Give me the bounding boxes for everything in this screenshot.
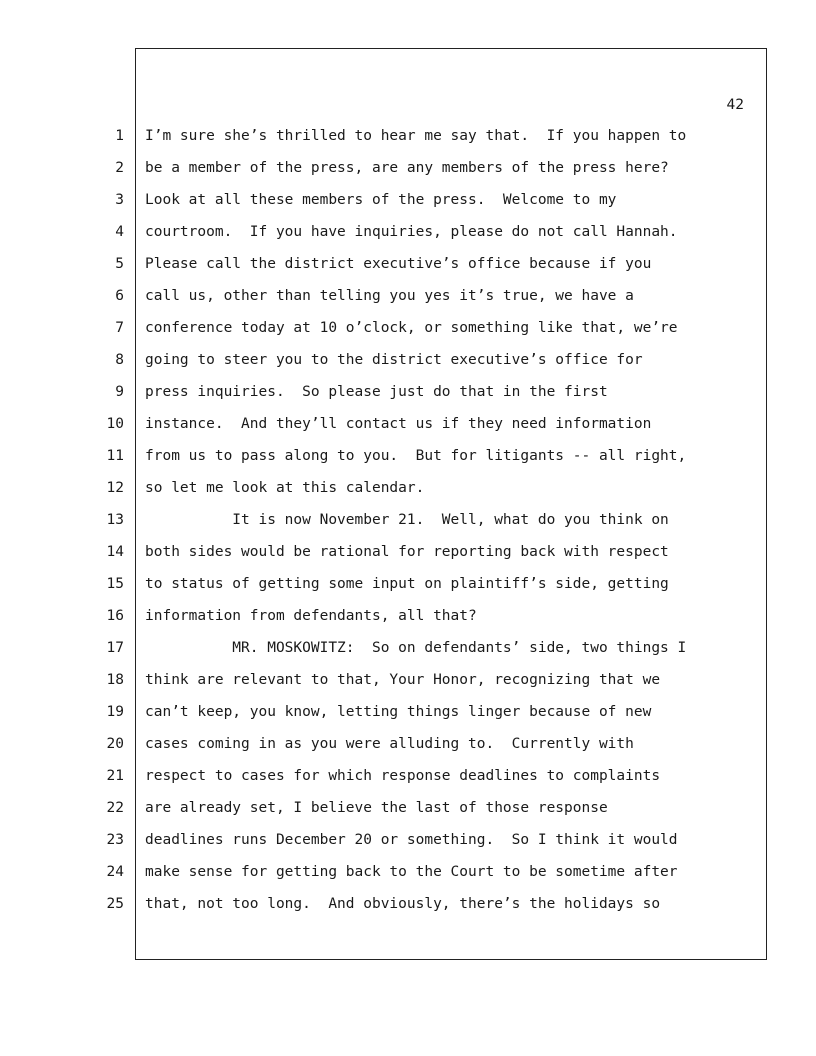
line-text: I’m sure she’s thrilled to hear me say that. If you happen to xyxy=(145,128,687,144)
line-number: 14 xyxy=(106,544,124,560)
line-number: 13 xyxy=(106,512,124,528)
transcript-line xyxy=(0,734,816,766)
line-text: that, not too long. And obviously, there’s the holidays so xyxy=(145,896,661,912)
line-text: respect to cases for which response deadlines to complaints xyxy=(145,768,661,784)
line-text: MR. MOSKOWITZ: So on defendants’ side, two things I xyxy=(145,640,687,656)
line-number: 16 xyxy=(106,608,124,624)
line-number: 21 xyxy=(106,768,124,784)
transcript-line xyxy=(0,798,816,830)
line-number: 17 xyxy=(106,640,124,656)
transcript-line xyxy=(0,350,816,382)
line-text: think are relevant to that, Your Honor, recognizing that we xyxy=(145,672,661,688)
transcript-line xyxy=(0,638,816,670)
transcript-line xyxy=(0,830,816,862)
transcript-line xyxy=(0,222,816,254)
transcript-line xyxy=(0,126,816,158)
line-number: 12 xyxy=(106,480,124,496)
transcript-line xyxy=(0,894,816,926)
line-number: 22 xyxy=(106,800,124,816)
transcript-line xyxy=(0,446,816,478)
line-number: 11 xyxy=(106,448,124,464)
transcript-line xyxy=(0,574,816,606)
transcript-body xyxy=(0,126,816,926)
transcript-line xyxy=(0,254,816,286)
line-number: 18 xyxy=(106,672,124,688)
transcript-line xyxy=(0,702,816,734)
line-text: information from defendants, all that? xyxy=(145,608,477,624)
line-number: 5 xyxy=(115,256,124,272)
line-text: to status of getting some input on plaintiff’s side, getting xyxy=(145,576,669,592)
line-number: 6 xyxy=(115,288,124,304)
line-number: 2 xyxy=(115,160,124,176)
line-number: 25 xyxy=(106,896,124,912)
transcript-line xyxy=(0,766,816,798)
transcript-line xyxy=(0,670,816,702)
transcript-line xyxy=(0,414,816,446)
line-text: Look at all these members of the press. Welcome to my xyxy=(145,192,617,208)
transcript-line xyxy=(0,158,816,190)
line-text: going to steer you to the district executive’s office for xyxy=(145,352,643,368)
line-number: 23 xyxy=(106,832,124,848)
line-number: 20 xyxy=(106,736,124,752)
line-number: 10 xyxy=(106,416,124,432)
line-text: It is now November 21. Well, what do you think on xyxy=(145,512,669,528)
line-text: cases coming in as you were alluding to. Currently with xyxy=(145,736,634,752)
transcript-line xyxy=(0,318,816,350)
line-text: make sense for getting back to the Court to be sometime after xyxy=(145,864,678,880)
line-number: 15 xyxy=(106,576,124,592)
line-text: call us, other than telling you yes it’s true, we have a xyxy=(145,288,634,304)
line-text: deadlines runs December 20 or something. So I think it would xyxy=(145,832,678,848)
line-number: 24 xyxy=(106,864,124,880)
line-text: instance. And they’ll contact us if they need information xyxy=(145,416,652,432)
line-text: from us to pass along to you. But for litigants -- all right, xyxy=(145,448,687,464)
line-number: 3 xyxy=(115,192,124,208)
line-text: can’t keep, you know, letting things linger because of new xyxy=(145,704,652,720)
transcript-line xyxy=(0,478,816,510)
line-number: 1 xyxy=(115,128,124,144)
line-number: 4 xyxy=(115,224,124,240)
line-text: courtroom. If you have inquiries, please do not call Hannah. xyxy=(145,224,678,240)
transcript-line xyxy=(0,542,816,574)
transcript-line xyxy=(0,286,816,318)
transcript-line xyxy=(0,190,816,222)
line-text: Please call the district executive’s office because if you xyxy=(145,256,652,272)
line-number: 8 xyxy=(115,352,124,368)
line-text: are already set, I believe the last of those response xyxy=(145,800,608,816)
line-text: so let me look at this calendar. xyxy=(145,480,425,496)
page-number: 42 xyxy=(726,97,744,113)
line-number: 19 xyxy=(106,704,124,720)
transcript-line xyxy=(0,862,816,894)
line-text: press inquiries. So please just do that in the first xyxy=(145,384,608,400)
transcript-line xyxy=(0,606,816,638)
line-text: both sides would be rational for reporting back with respect xyxy=(145,544,669,560)
line-number: 7 xyxy=(115,320,124,336)
transcript-line xyxy=(0,382,816,414)
line-text: be a member of the press, are any members of the press here? xyxy=(145,160,669,176)
line-number: 9 xyxy=(115,384,124,400)
line-text: conference today at 10 o’clock, or something like that, we’re xyxy=(145,320,678,336)
transcript-line xyxy=(0,510,816,542)
